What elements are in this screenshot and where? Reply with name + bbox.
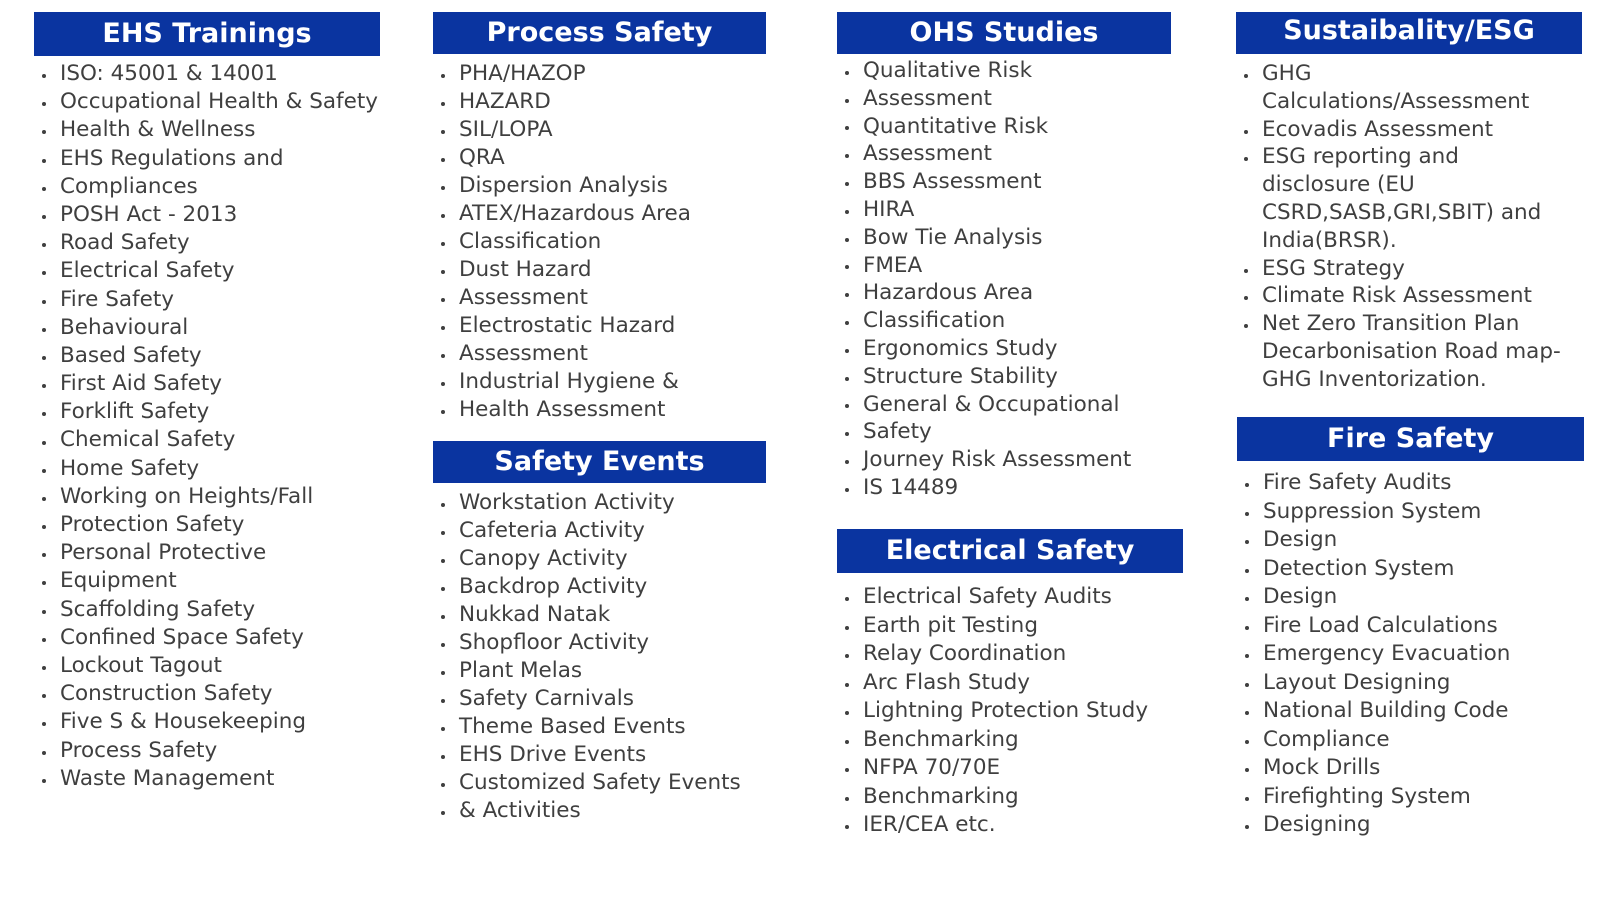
list-item: Benchmarking [837,726,1183,755]
list-item: Scaffolding Safety [34,596,380,624]
list-item: Suppression System [1237,498,1584,527]
safety-events-section [433,441,766,825]
ohs-studies-header: OHS Studies [837,12,1171,54]
list-item: Fire Safety [34,286,380,314]
list-item-line: Decarbonisation Road map- [1262,338,1561,364]
list-item: Hazardous Area [837,279,1171,307]
list-item [1236,60,1582,116]
ehs-trainings-section [34,12,380,793]
safety-events-header: Safety Events [433,441,766,483]
list-item: Theme Based Events [433,713,766,741]
list-item: Home Safety [34,455,380,483]
list-item: Road Safety [34,229,380,257]
fire-safety-section [1237,417,1584,840]
ehs-trainings-header: EHS Trainings [34,12,380,56]
list-item: ISO: 45001 & 14001 [34,60,380,88]
list-item: Shopfloor Activity [433,629,766,657]
list-item: Chemical Safety [34,426,380,454]
list-item: National Building Code [1237,697,1584,726]
list-item: HIRA [837,196,1171,224]
list-item: Journey Risk Assessment [837,446,1171,474]
list-item: Mock Drills [1237,754,1584,783]
list-item-line: GHG Inventorization. [1262,366,1487,392]
list-item: Structure Stability [837,363,1171,391]
list-item: Assessment [433,284,766,312]
list-item: Canopy Activity [433,545,766,573]
list-item: Compliances [34,173,380,201]
list-item: Process Safety [34,737,380,765]
list-item: Design [1237,526,1584,555]
list-item [1236,143,1582,254]
list-item: Firefighting System [1237,783,1584,812]
list-item: POSH Act - 2013 [34,201,380,229]
list-item: IS 14489 [837,474,1171,502]
list-item-line: Net Zero Transition Plan [1262,311,1520,337]
list-item-line: Ecovadis Assessment [1262,116,1494,142]
process-safety-header: Process Safety [433,12,766,54]
list-item: Occupational Health & Safety [34,88,380,116]
list-item: EHS Regulations and [34,145,380,173]
list-item: Confined Space Safety [34,624,380,652]
list-item: Safety [837,418,1171,446]
list-item-line: ESG Strategy [1262,255,1405,281]
list-item: Equipment [34,567,380,595]
list-item: Fire Safety Audits [1237,469,1584,498]
sustainability-esg-list [1236,54,1582,394]
list-item: Qualitative Risk [837,57,1171,85]
list-item: Lightning Protection Study [837,697,1183,726]
list-item: Health Assessment [433,396,766,424]
list-item: Assessment [837,140,1171,168]
list-item: SIL/LOPA [433,116,766,144]
list-item: Based Safety [34,342,380,370]
list-item-line: CSRD,SASB,GRI,SBIT) and [1262,199,1542,225]
list-item: Plant Melas [433,657,766,685]
list-item-line: disclosure (EU [1262,172,1415,198]
ohs-studies-section [837,12,1171,502]
list-item: Detection System [1237,555,1584,584]
list-item-line: ESG reporting and [1262,144,1459,170]
list-item: Behavioural [34,314,380,342]
list-item: PHA/HAZOP [433,60,766,88]
fire-safety-list [1237,461,1584,840]
list-item: BBS Assessment [837,168,1171,196]
list-item: Five S & Housekeeping [34,708,380,736]
fire-safety-header: Fire Safety [1237,417,1584,461]
list-item: Protection Safety [34,511,380,539]
list-item [1236,116,1582,144]
list-item: Layout Designing [1237,669,1584,698]
process-safety-section [433,12,766,424]
list-item: Dust Hazard [433,256,766,284]
sustainability-esg-section [1236,12,1582,394]
list-item: Waste Management [34,765,380,793]
list-item: EHS Drive Events [433,741,766,769]
list-item [1236,255,1582,283]
process-safety-list [433,54,766,424]
list-item: Arc Flash Study [837,669,1183,698]
ohs-studies-list [837,54,1171,502]
list-item-line: GHG [1262,61,1312,86]
list-item: Designing [1237,811,1584,840]
list-item: Assessment [433,340,766,368]
ehs-trainings-list [34,56,380,793]
list-item: First Aid Safety [34,370,380,398]
list-item: Forklift Safety [34,398,380,426]
list-item: Quantitative Risk [837,113,1171,141]
list-item [1236,310,1582,393]
electrical-safety-section [837,529,1183,840]
list-item: Ergonomics Study [837,335,1171,363]
list-item: Design [1237,583,1584,612]
list-item: QRA [433,144,766,172]
sustainability-esg-header: Sustaibality/ESG [1236,12,1582,54]
list-item: IER/CEA etc. [837,811,1183,840]
list-item [1236,282,1582,310]
list-item: Relay Coordination [837,640,1183,669]
list-item: Backdrop Activity [433,573,766,601]
electrical-safety-list [837,573,1183,840]
list-item: Construction Safety [34,680,380,708]
list-item-line: Climate Risk Assessment [1262,283,1532,309]
list-item: ATEX/Hazardous Area [433,200,766,228]
list-item-line: India(BRSR). [1262,227,1397,253]
list-item: Electrostatic Hazard [433,312,766,340]
list-item: Compliance [1237,726,1584,755]
list-item: Personal Protective [34,539,380,567]
list-item: Workstation Activity [433,489,766,517]
list-item: Dispersion Analysis [433,172,766,200]
list-item: & Activities [433,797,766,825]
list-item: Cafeteria Activity [433,517,766,545]
list-item: General & Occupational [837,391,1171,419]
list-item: Earth pit Testing [837,612,1183,641]
list-item: Health & Wellness [34,116,380,144]
list-item: Working on Heights/Fall [34,483,380,511]
list-item: Lockout Tagout [34,652,380,680]
list-item: Benchmarking [837,783,1183,812]
list-item: HAZARD [433,88,766,116]
list-item: Safety Carnivals [433,685,766,713]
list-item: Industrial Hygiene & [433,368,766,396]
list-item: Electrical Safety [34,257,380,285]
list-item: NFPA 70/70E [837,754,1183,783]
list-item: Customized Safety Events [433,769,766,797]
list-item: Fire Load Calculations [1237,612,1584,641]
list-item: Assessment [837,85,1171,113]
list-item: Classification [837,307,1171,335]
electrical-safety-header: Electrical Safety [837,529,1183,573]
safety-events-list [433,483,766,825]
list-item: FMEA [837,252,1171,280]
list-item: Emergency Evacuation [1237,640,1584,669]
list-item-line: Calculations/Assessment [1262,88,1530,114]
list-item: Classification [433,228,766,256]
list-item: Electrical Safety Audits [837,583,1183,612]
list-item: Nukkad Natak [433,601,766,629]
list-item: Bow Tie Analysis [837,224,1171,252]
